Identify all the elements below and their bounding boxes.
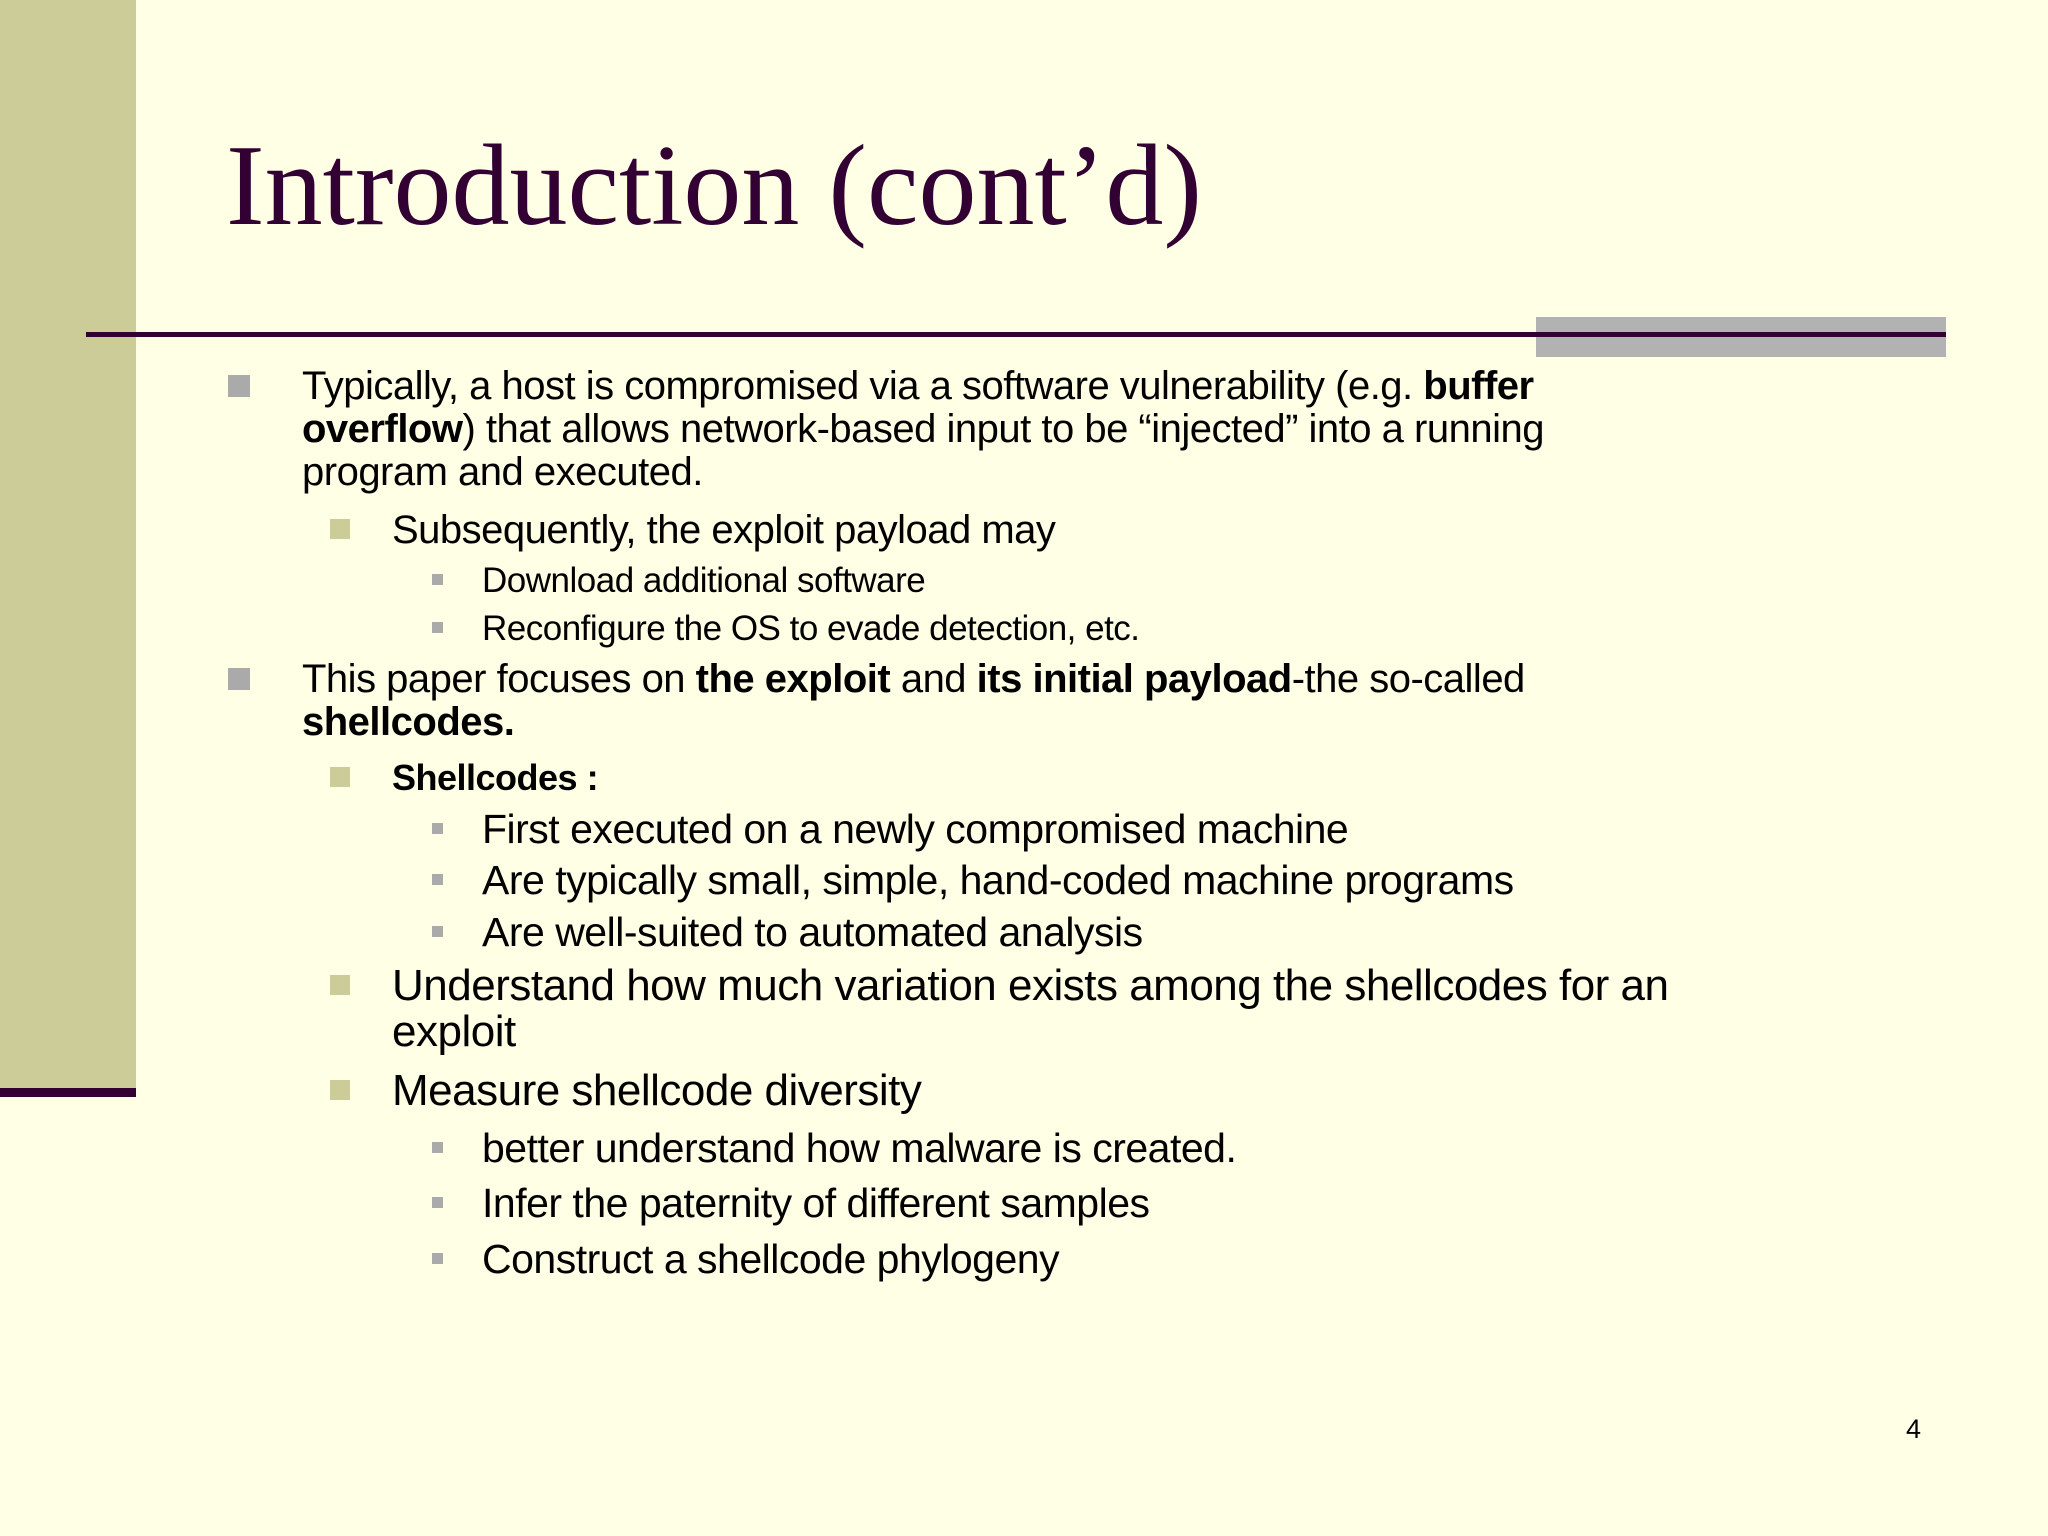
square-bullet-icon	[432, 1197, 443, 1208]
sub-sub-bullet-phylogeny: Construct a shellcode phylogeny	[482, 1237, 1059, 1281]
title-divider	[86, 332, 1946, 337]
sub-bullet-exploit-payload: Subsequently, the exploit payload may	[392, 507, 1055, 553]
left-accent-rule	[0, 1088, 136, 1097]
square-bullet-icon	[432, 574, 443, 585]
square-bullet-icon	[228, 375, 250, 397]
page-number: 4	[1906, 1414, 1922, 1444]
square-bullet-icon	[432, 1253, 443, 1264]
square-bullet-icon	[432, 823, 443, 834]
sub-sub-bullet-download-software: Download additional software	[482, 559, 925, 603]
sub-sub-bullet-malware-created: better understand how malware is created.	[482, 1126, 1236, 1170]
square-bullet-icon	[330, 1080, 350, 1100]
sub-sub-bullet-small-programs: Are typically small, simple, hand-coded machine programs	[482, 858, 1514, 902]
square-bullet-icon	[330, 975, 350, 995]
bullet-host-compromised-line-3: program and executed.	[302, 450, 703, 494]
square-bullet-icon	[432, 622, 443, 633]
sub-bullet-shellcodes: Shellcodes :	[392, 755, 598, 801]
square-bullet-icon	[330, 519, 350, 539]
square-bullet-icon	[432, 874, 443, 885]
sub-bullet-measure-diversity: Measure shellcode diversity	[392, 1068, 921, 1114]
sub-sub-bullet-automated-analysis: Are well-suited to automated analysis	[482, 910, 1143, 954]
bullet-host-compromised: Typically, a host is compromised via a software vulnerability (e.g. buffer	[302, 365, 1534, 408]
slide-title: Introduction (cont’d)	[226, 122, 1203, 250]
bullet-paper-focus-line-2: shellcodes.	[302, 700, 515, 744]
title-accent-block	[1536, 317, 1946, 357]
sub-sub-bullet-paternity: Infer the paternity of different samples	[482, 1181, 1150, 1225]
square-bullet-icon	[432, 1142, 443, 1153]
sub-sub-bullet-reconfigure-os: Reconfigure the OS to evade detection, etc.	[482, 607, 1140, 651]
bullet-paper-focus: This paper focuses on the exploit and its initial payload-the so-called	[302, 658, 1525, 701]
bullet-host-compromised-line-2: overflow) that allows network-based input to be “injected” into a running	[302, 407, 1544, 451]
left-accent-bar	[0, 0, 136, 1090]
square-bullet-icon	[330, 767, 350, 787]
sub-bullet-understand-variation-line-2: exploit	[392, 1007, 516, 1056]
sub-bullet-understand-variation: Understand how much variation exists among the shellcodes for an	[392, 963, 1668, 1009]
square-bullet-icon	[432, 926, 443, 937]
sub-sub-bullet-first-executed: First executed on a newly compromised machine	[482, 807, 1348, 851]
square-bullet-icon	[228, 668, 250, 690]
